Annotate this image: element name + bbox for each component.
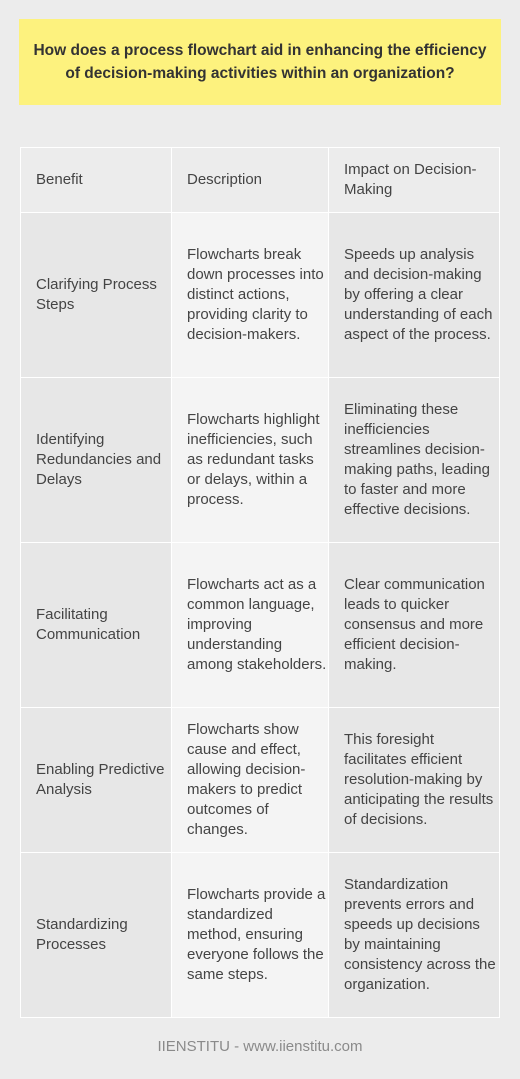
benefit-cell: Facilitating Communication	[21, 543, 172, 708]
benefit-cell: Enabling Predictive Analysis	[21, 708, 172, 853]
header-impact: Impact on Decision-Making	[329, 148, 500, 213]
impact-cell: Speeds up analysis and decision-making by offering a clear understanding of each aspect of the process.	[329, 213, 500, 378]
benefit-cell: Clarifying Process Steps	[21, 213, 172, 378]
impact-cell: This foresight facilitates efficient resolution-making by anticipating the results of decisions.	[329, 708, 500, 853]
impact-cell: Clear communication leads to quicker consensus and more efficient decision-making.	[329, 543, 500, 708]
benefit-cell: Identifying Redundancies and Delays	[21, 378, 172, 543]
table-row	[21, 853, 500, 1018]
table-row	[21, 708, 500, 853]
table-row	[21, 213, 500, 378]
footer-credit: IIENSTITU - www.iienstitu.com	[157, 1038, 363, 1055]
description-cell: Flowcharts highlight inefficiencies, such as redundant tasks or delays, within a process.	[172, 378, 329, 543]
table-row	[21, 378, 500, 543]
page-title	[19, 19, 501, 105]
header-benefit: Benefit	[21, 148, 172, 213]
title-text: How does a process flowchart aid in enhancing the efficiency of decision-making activities within an organization?	[33, 42, 487, 82]
impact-cell: Standardization prevents errors and speeds up decisions by maintaining consistency across the organization.	[329, 853, 500, 1018]
description-cell: Flowcharts break down processes into distinct actions, providing clarity to decision-makers.	[172, 213, 329, 378]
description-cell: Flowcharts provide a standardized method, ensuring everyone follows the same steps.	[172, 853, 329, 1018]
benefits-table	[20, 147, 500, 1018]
table-header-row	[21, 148, 500, 213]
description-cell: Flowcharts show cause and effect, allowing decision-makers to predict outcomes of changes.	[172, 708, 329, 853]
header-description: Description	[172, 148, 329, 213]
benefit-cell: Standardizing Processes	[21, 853, 172, 1018]
description-cell: Flowcharts act as a common language, improving understanding among stakeholders.	[172, 543, 329, 708]
table-row	[21, 543, 500, 708]
impact-cell: Eliminating these inefficiencies streamlines decision-making paths, leading to faster and more effective decisions.	[329, 378, 500, 543]
